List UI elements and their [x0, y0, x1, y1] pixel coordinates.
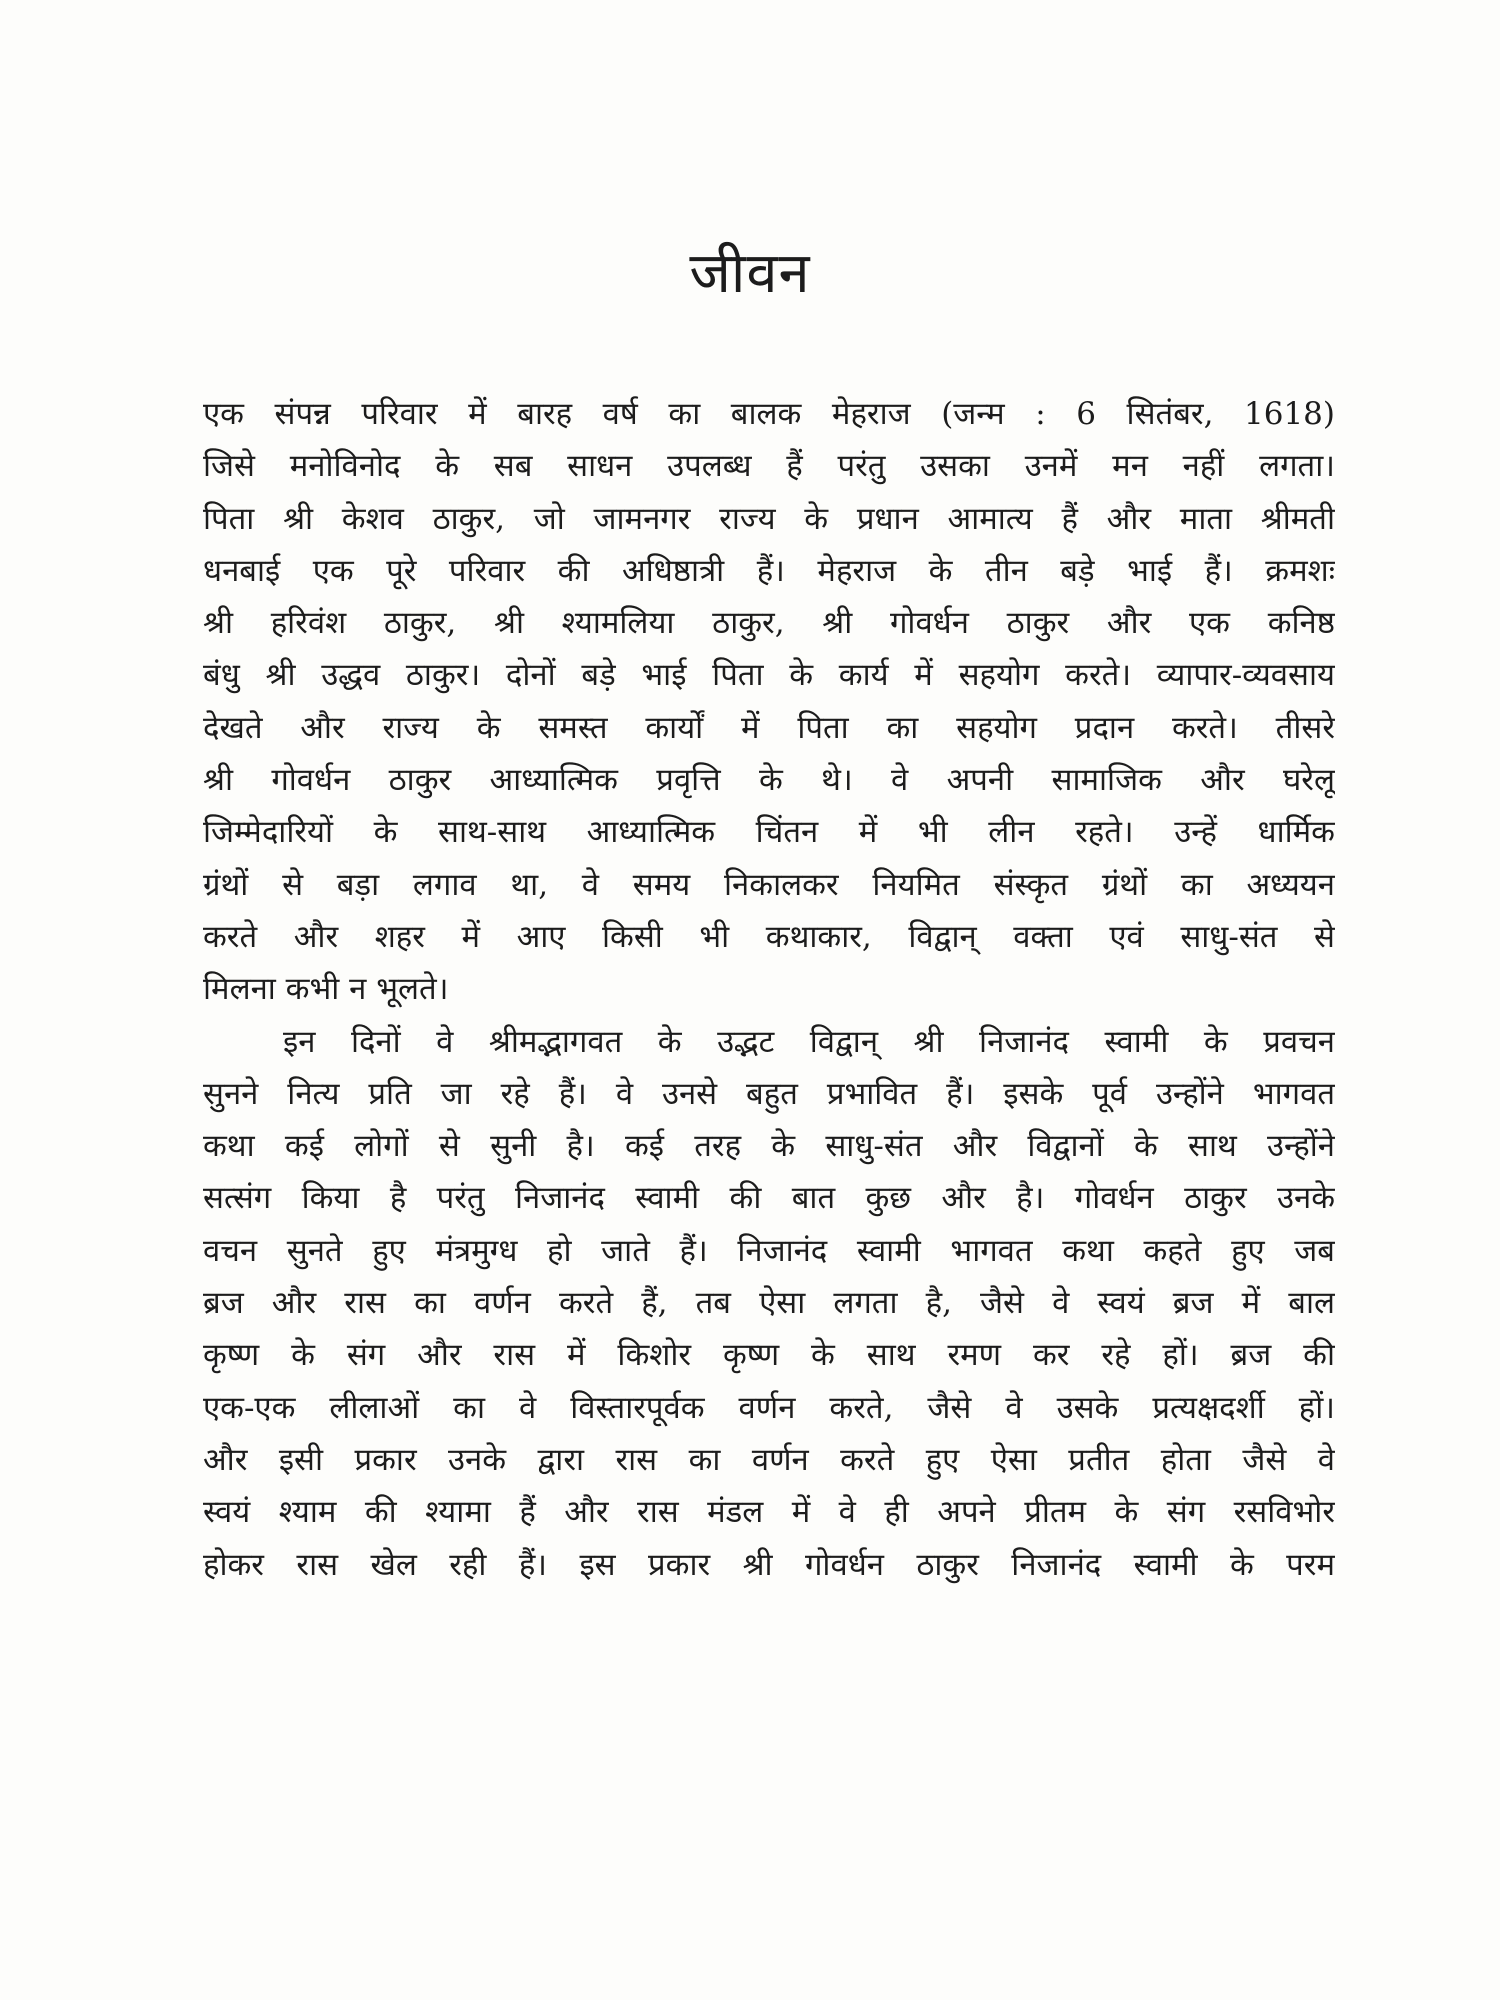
- text-line: श्री गोवर्धन ठाकुर आध्यात्मिक प्रवृत्ति के थे। वे अपनी सामाजिक और घरेलू: [203, 762, 1335, 799]
- text-line: इन दिनों वे श्रीमद्भागवत के उद्भट विद्वान् श्री निजानंद स्वामी के प्रवचन: [283, 1023, 1335, 1060]
- text-line: श्री हरिवंश ठाकुर, श्री श्यामलिया ठाकुर, श्री गोवर्धन ठाकुर और एक कनिष्ठ: [203, 605, 1335, 642]
- text-line: सुनने नित्य प्रति जा रहे हैं। वे उनसे बहुत प्रभावित हैं। इसके पूर्व उन्होंने भागवत: [203, 1075, 1335, 1112]
- text-line: कथा कई लोगों से सुनी है। कई तरह के साधु-संत और विद्वानों के साथ उन्होंने: [203, 1128, 1335, 1165]
- paragraph-2: [203, 1016, 1335, 1591]
- text-line: कृष्ण के संग और रास में किशोर कृष्ण के साथ रमण कर रहे हों। ब्रज की: [203, 1337, 1335, 1374]
- text-line: जिम्मेदारियों के साथ-साथ आध्यात्मिक चिंतन में भी लीन रहते। उन्हें धार्मिक: [203, 814, 1335, 851]
- text-line: मिलना कभी न भूलते।: [203, 971, 449, 1008]
- text-line: और इसी प्रकार उनके द्वारा रास का वर्णन करते हुए ऐसा प्रतीत होता जैसे वे: [203, 1441, 1335, 1478]
- text-line: पिता श्री केशव ठाकुर, जो जामनगर राज्य के प्रधान आमात्य हैं और माता श्रीमती: [203, 500, 1335, 537]
- text-line: देखते और राज्य के समस्त कार्यों में पिता का सहयोग प्रदान करते। तीसरे: [203, 709, 1335, 746]
- text-line: स्वयं श्याम की श्यामा हैं और रास मंडल में वे ही अपने प्रीतम के संग रसविभोर: [203, 1494, 1335, 1531]
- text-line: ब्रज और रास का वर्णन करते हैं, तब ऐसा लगता है, जैसे वे स्वयं ब्रज में बाल: [203, 1285, 1335, 1322]
- text-line: जिसे मनोविनोद के सब साधन उपलब्ध हैं परंतु उसका उनमें मन नहीं लगता।: [203, 448, 1335, 485]
- text-line: करते और शहर में आए किसी भी कथाकार, विद्वान् वक्ता एवं साधु-संत से: [203, 918, 1335, 955]
- text-line: होकर रास खेल रही हैं। इस प्रकार श्री गोवर्धन ठाकुर निजानंद स्वामी के परम: [203, 1546, 1335, 1583]
- text-line: एक संपन्न परिवार में बारह वर्ष का बालक मेहराज (जन्म : 6 सितंबर, 1618): [203, 396, 1335, 432]
- text-line: वचन सुनते हुए मंत्रमुग्ध हो जाते हैं। निजानंद स्वामी भागवत कथा कहते हुए जब: [203, 1232, 1335, 1269]
- text-line: सत्संग किया है परंतु निजानंद स्वामी की बात कुछ और है। गोवर्धन ठाकुर उनके: [203, 1180, 1335, 1217]
- paragraph-1: [203, 388, 1335, 1016]
- chapter-title: जीवन: [689, 241, 811, 306]
- text-line: ग्रंथों से बड़ा लगाव था, वे समय निकालकर नियमित संस्कृत ग्रंथों का अध्ययन: [203, 866, 1335, 903]
- text-line: एक-एक लीलाओं का वे विस्तारपूर्वक वर्णन करते, जैसे वे उसके प्रत्यक्षदर्शी हों।: [203, 1389, 1335, 1426]
- text-line: बंधु श्री उद्धव ठाकुर। दोनों बड़े भाई पिता के कार्य में सहयोग करते। व्यापार-व्यवसाय: [203, 657, 1335, 694]
- text-line: धनबाई एक पूरे परिवार की अधिष्ठात्री हैं। मेहराज के तीन बड़े भाई हैं। क्रमशः: [203, 552, 1335, 589]
- body-text: [203, 388, 1335, 1591]
